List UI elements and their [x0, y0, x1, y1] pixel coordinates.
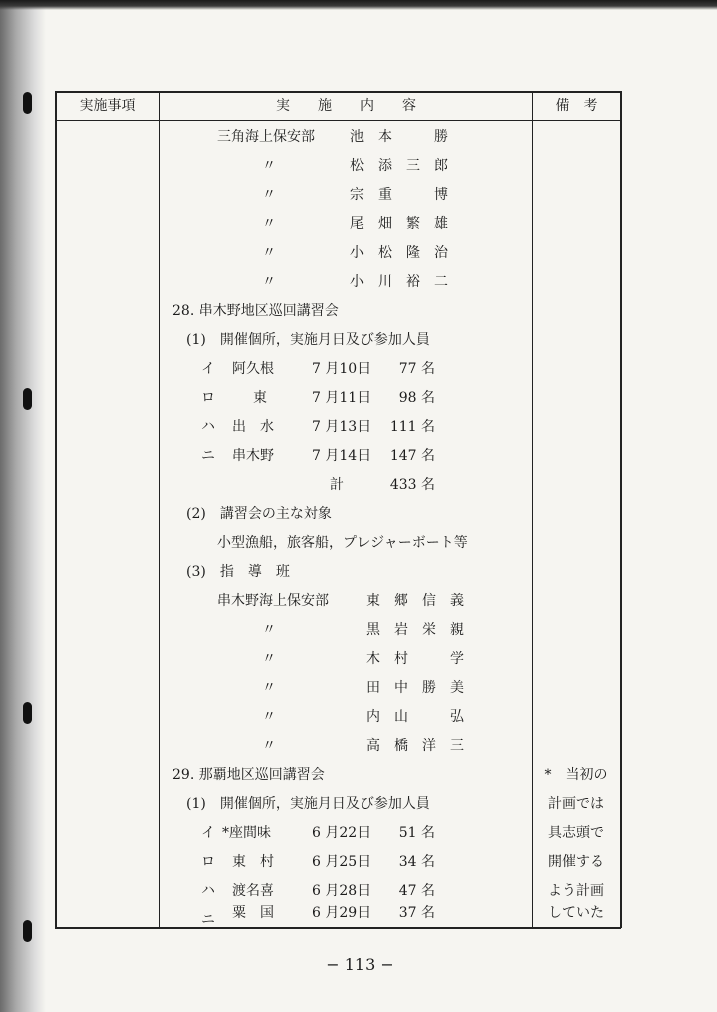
ditto-mark: 〃 — [262, 274, 276, 290]
attendance: 111 名 — [389, 419, 435, 435]
date: 7 月10日 — [312, 361, 372, 377]
attendance: 47 名 — [398, 883, 435, 899]
total-label: 計 — [330, 477, 344, 493]
ditto-mark: 〃 — [262, 216, 276, 232]
ditto-mark: 〃 — [262, 680, 276, 696]
punch-hole — [23, 92, 32, 114]
punch-hole — [23, 920, 32, 942]
table-bottom-rule — [55, 927, 621, 929]
row-mark: ハ — [201, 883, 215, 899]
remark-line: 計画では — [548, 796, 604, 812]
header-implementation-item: 実施事項 — [79, 98, 136, 114]
subsection-heading: (2) 講習会の主な対象 — [186, 506, 332, 522]
venue: *座間味 — [222, 825, 271, 841]
row-mark: ロ — [201, 854, 215, 870]
attendance: 37 名 — [398, 905, 435, 921]
staff-name: 小 松 隆 治 — [350, 245, 448, 261]
table-right-rule — [620, 91, 622, 928]
ditto-mark: 〃 — [262, 738, 276, 754]
total-attendance: 433 名 — [389, 477, 435, 493]
subsection-heading: (1) 開催個所，実施月日及び参加人員 — [186, 796, 430, 812]
staff-name: 小 川 裕 二 — [350, 274, 448, 290]
table-col-rule — [159, 91, 160, 928]
remark-line: していた — [548, 905, 604, 921]
date: 7 月14日 — [312, 448, 372, 464]
org-name: 串木野海上保安部 — [217, 593, 329, 609]
venue: 出 水 — [232, 419, 274, 435]
date: 6 月28日 — [312, 883, 372, 899]
ditto-mark: 〃 — [262, 709, 276, 725]
subsection-heading: (3) 指 導 班 — [186, 564, 290, 580]
punch-hole — [23, 388, 32, 410]
venue: 粟 国 — [232, 905, 274, 921]
org-name: 三角海上保安部 — [217, 129, 315, 145]
punch-hole — [23, 702, 32, 724]
venue: 串木野 — [232, 448, 274, 464]
staff-name: 高 橋 洋 三 — [366, 738, 464, 754]
row-mark: ニ — [201, 448, 215, 464]
staff-name: 尾 畑 繁 雄 — [350, 216, 448, 232]
row-mark: ニ — [201, 912, 215, 928]
remark-line: 具志頭で — [548, 825, 604, 841]
section-title: 29. 那覇地区巡回講習会 — [172, 767, 325, 783]
table-header-rule — [55, 120, 621, 121]
venue: 阿久根 — [232, 361, 274, 377]
page-number: − 113 − — [326, 955, 394, 974]
attendance: 77 名 — [398, 361, 435, 377]
row-mark: ハ — [201, 419, 215, 435]
ditto-mark: 〃 — [262, 651, 276, 667]
staff-name: 木 村 学 — [366, 651, 464, 667]
subsection-heading: (1) 開催個所，実施月日及び参加人員 — [186, 332, 430, 348]
attendance: 34 名 — [398, 854, 435, 870]
remark-line: * 当初の — [544, 767, 608, 783]
row-mark: ロ — [201, 390, 215, 406]
row-mark: イ — [201, 361, 215, 377]
target-list: 小型漁船，旅客船，プレジャーボート等 — [217, 535, 468, 551]
staff-name: 松 添 三 郎 — [350, 158, 448, 174]
date: 6 月25日 — [312, 854, 372, 870]
ditto-mark: 〃 — [262, 245, 276, 261]
venue: 東 村 — [232, 854, 274, 870]
table-left-rule — [55, 91, 57, 928]
staff-name: 田 中 勝 美 — [366, 680, 464, 696]
venue: 渡名喜 — [232, 883, 274, 899]
staff-name: 黒 岩 栄 親 — [366, 622, 464, 638]
attendance: 51 名 — [398, 825, 435, 841]
date: 7 月13日 — [312, 419, 372, 435]
remark-line: よう計画 — [548, 883, 604, 899]
header-remarks: 備 考 — [555, 98, 598, 114]
venue: 東 — [253, 390, 267, 406]
binding-shadow — [0, 0, 46, 1012]
ditto-mark: 〃 — [262, 187, 276, 203]
staff-name: 池 本 勝 — [350, 129, 448, 145]
header-implementation-content: 実 施 内 容 — [276, 98, 416, 114]
section-title: 28. 串木野地区巡回講習会 — [172, 303, 339, 319]
remark-line: 開催する — [548, 854, 604, 870]
attendance: 147 名 — [389, 448, 435, 464]
staff-name: 内 山 弘 — [366, 709, 464, 725]
date: 6 月22日 — [312, 825, 372, 841]
date: 6 月29日 — [312, 905, 372, 921]
attendance: 98 名 — [398, 390, 435, 406]
scan-top-edge — [0, 0, 717, 10]
ditto-mark: 〃 — [262, 158, 276, 174]
staff-name: 宗 重 博 — [350, 187, 448, 203]
staff-name: 東 郷 信 義 — [366, 593, 464, 609]
date: 7 月11日 — [312, 390, 372, 406]
row-mark: イ — [201, 825, 215, 841]
ditto-mark: 〃 — [262, 622, 276, 638]
